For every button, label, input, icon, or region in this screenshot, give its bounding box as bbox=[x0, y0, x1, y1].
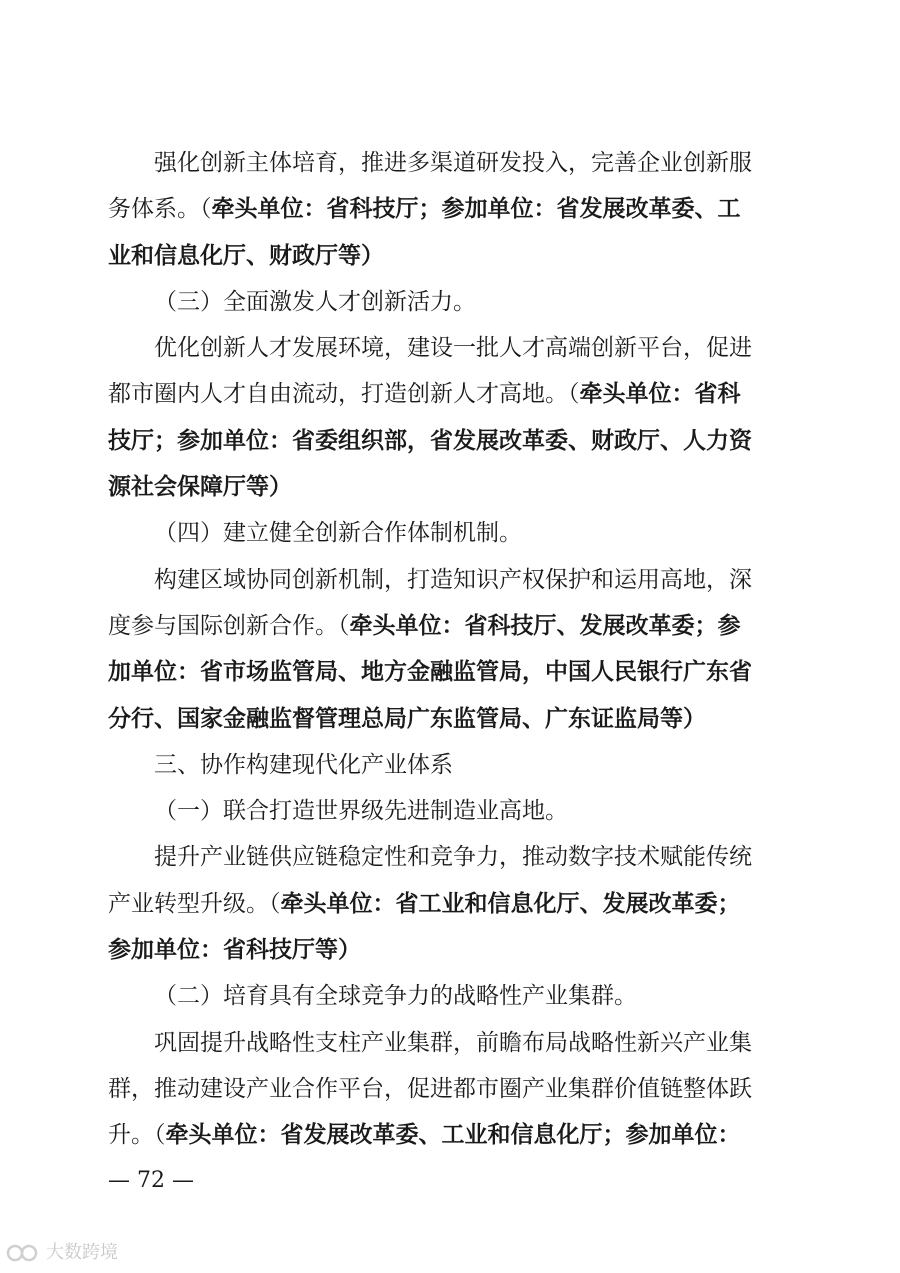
text-line bbox=[108, 418, 798, 464]
text-segment: （二）培育具有全球竞争力的战略性产业集群。 bbox=[154, 983, 637, 1010]
bold-text-segment: 分行、国家金融监督管理总局广东监管局、广东证监局等） bbox=[108, 705, 706, 732]
text-segment: （四）建立健全创新合作体制机制。 bbox=[154, 520, 522, 547]
text-line bbox=[108, 742, 798, 788]
text-segment: 务体系。（ bbox=[108, 196, 212, 223]
text-segment: 群，推动建设产业合作平台，促进都市圈产业集群价值链整体跃 bbox=[108, 1075, 752, 1102]
text-line bbox=[108, 233, 798, 279]
text-segment: 三、协作构建现代化产业体系 bbox=[154, 751, 453, 778]
text-line bbox=[108, 788, 798, 834]
bold-text-segment: 加单位：省市场监管局、地方金融监管局，中国人民银行广东省 bbox=[108, 659, 752, 686]
text-line bbox=[108, 649, 798, 695]
text-line bbox=[108, 927, 798, 973]
bold-text-segment: 源社会保障厅等） bbox=[108, 474, 292, 501]
text-segment: 提升产业链供应链稳定性和竞争力，推动数字技术赋能传统 bbox=[154, 844, 752, 871]
text-line bbox=[108, 834, 798, 880]
text-segment: 构建区域协同创新机制，打造知识产权保护和运用高地，深 bbox=[154, 566, 752, 593]
text-segment: 升。（ bbox=[108, 1122, 166, 1149]
watermark-logo-icon bbox=[6, 1242, 42, 1264]
text-line bbox=[108, 603, 798, 649]
bold-text-segment: 牵头单位：省工业和信息化厅、发展改革委； bbox=[280, 890, 741, 917]
text-line bbox=[108, 325, 798, 371]
page-number: — 72 — bbox=[108, 1168, 194, 1193]
text-line bbox=[108, 279, 798, 325]
text-segment: （一）联合打造世界级先进制造业高地。 bbox=[154, 798, 568, 825]
text-line bbox=[108, 1020, 798, 1066]
bold-text-segment: 参加单位：省科技厅等） bbox=[108, 937, 361, 964]
text-line bbox=[108, 557, 798, 603]
bold-text-segment: 牵头单位：省科技厅、发展改革委；参 bbox=[349, 612, 741, 639]
text-segment: 强化创新主体培育，推进多渠道研发投入，完善企业创新服 bbox=[154, 150, 752, 176]
text-segment: 优化创新人才发展环境，建设一批人才高端创新平台，促进 bbox=[154, 335, 752, 362]
text-line bbox=[108, 464, 798, 510]
text-line bbox=[108, 973, 798, 1019]
text-line bbox=[108, 186, 798, 232]
text-line bbox=[108, 696, 798, 742]
text-segment: 都市圈内人才自由流动，打造创新人才高地。（ bbox=[108, 381, 580, 408]
watermark bbox=[6, 1240, 118, 1266]
bold-text-segment: 技厅；参加单位：省委组织部，省发展改革委、财政厅、人力资 bbox=[108, 427, 752, 454]
text-line bbox=[108, 881, 798, 927]
watermark-text: 大数跨境 bbox=[46, 1242, 118, 1263]
text-line bbox=[108, 1112, 798, 1158]
text-line bbox=[108, 1066, 798, 1112]
bold-text-segment: 牵头单位：省科 bbox=[579, 381, 741, 408]
text-line bbox=[108, 140, 798, 186]
bold-text-segment: 牵头单位：省科技厅；参加单位：省发展改革委、工 bbox=[211, 196, 741, 223]
text-line bbox=[108, 371, 798, 417]
text-line bbox=[108, 510, 798, 556]
text-segment: 产业转型升级。（ bbox=[108, 890, 281, 917]
text-segment: 度参与国际创新合作。（ bbox=[108, 612, 350, 639]
bold-text-segment: 牵头单位：省发展改革委、工业和信息化厅；参加单位： bbox=[165, 1122, 741, 1149]
text-segment: 巩固提升战略性支柱产业集群，前瞻布局战略性新兴产业集 bbox=[154, 1029, 752, 1056]
bold-text-segment: 业和信息化厅、财政厅等） bbox=[108, 242, 384, 269]
document-body bbox=[108, 140, 798, 1159]
text-segment: （三）全面激发人才创新活力。 bbox=[154, 288, 476, 315]
